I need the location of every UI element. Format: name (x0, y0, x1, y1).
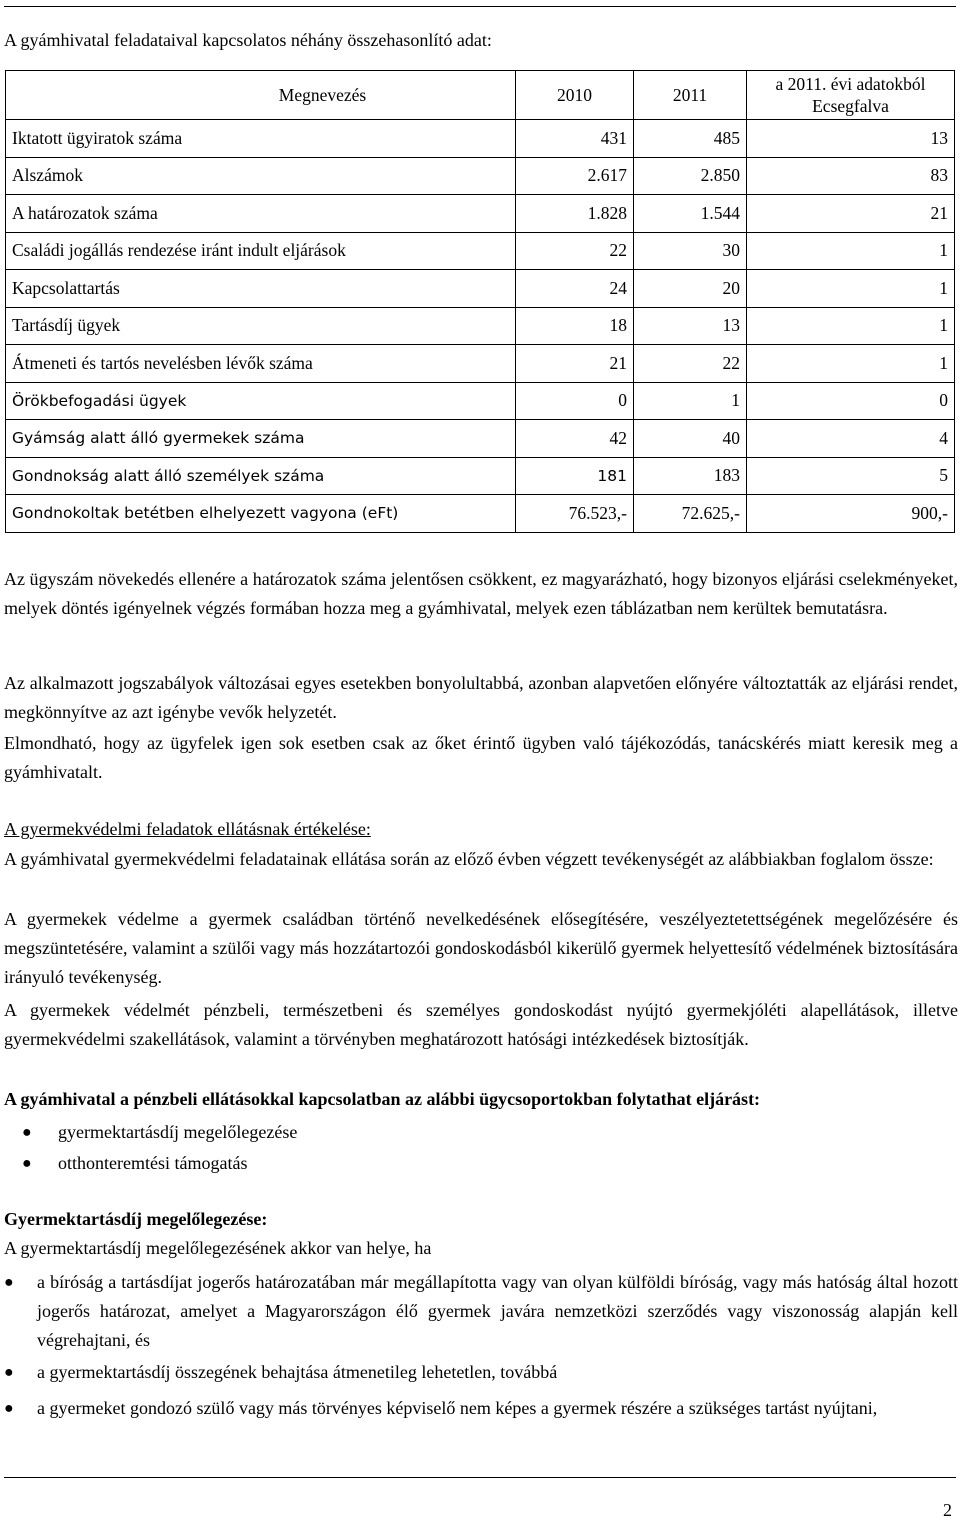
header-name: Megnevezés (6, 71, 516, 120)
row-2011: 20 (634, 270, 747, 308)
table-row (6, 232, 955, 270)
list-item (4, 1149, 958, 1178)
bullet-icon: ● (4, 1364, 14, 1381)
row-name: Családi jogállás rendezése iránt indult eljárások (6, 232, 516, 270)
row-2010: 42 (516, 420, 634, 458)
row-name: Gondnokság alatt álló személyek száma (6, 457, 516, 495)
row-2010: 181 (516, 457, 634, 495)
row-2011: 183 (634, 457, 747, 495)
list-item-text: a gyermeket gondozó szülő vagy más törvényes képviselő nem képes a gyermek részére a szükséges tartást nyújtani, (37, 1398, 878, 1418)
row-name: Örökbefogadási ügyek (6, 382, 516, 420)
row-name: Gyámság alatt álló gyermekek száma (6, 420, 516, 458)
row-2011: 40 (634, 420, 747, 458)
list-item-text: otthonteremtési támogatás (58, 1153, 248, 1173)
row-name: A határozatok száma (6, 195, 516, 233)
row-name: Gondnokoltak betétben elhelyezett vagyona (eFt) (6, 495, 516, 533)
bullet-icon: ● (22, 1155, 32, 1172)
list-item-text: a gyermektartásdíj összegének behajtása átmenetileg lehetetlen, továbbá (37, 1362, 558, 1382)
page-number: 2 (943, 1500, 952, 1520)
row-ecseg: 1 (747, 232, 955, 270)
row-name: Iktatott ügyiratok száma (6, 120, 516, 158)
table-row (6, 157, 955, 195)
table-row (6, 270, 955, 308)
row-2011: 22 (634, 345, 747, 383)
paragraph-akkor-van-helye: A gyermektartásdíj megelőlegezésének akkor van helye, ha (4, 1238, 432, 1258)
row-2010: 22 (516, 232, 634, 270)
row-ecseg: 13 (747, 120, 955, 158)
bullet-icon: ● (4, 1274, 14, 1291)
bold-line-penzbeli: A gyámhivatal a pénzbeli ellátásokkal kapcsolatban az alábbi ügycsoportokban folytathat eljárást: (4, 1089, 761, 1109)
row-name: Tartásdíj ügyek (6, 307, 516, 345)
table-row (6, 420, 955, 458)
row-2010: 76.523,- (516, 495, 634, 533)
paragraph-ugyfelek: Elmondható, hogy az ügyfelek igen sok esetben csak az őket érintő ügyben való tájékozódás, tanácskérés miatt keresik meg a gyámhivatalt. (4, 733, 958, 782)
paragraph-alapellatasok: A gyermekek védelmét pénzbeli, természetbeni és személyes gondoskodást nyújtó gyermekjóléti alapellátások, illetve gyermekvédelmi szakellátások, valamint a törvényben meghatározott hatósági intézkedések biztosítják. (4, 1000, 958, 1049)
table-row (6, 345, 955, 383)
list-item-text: gyermektartásdíj megelőlegezése (58, 1122, 298, 1142)
row-2011: 1 (634, 382, 747, 420)
intro-text: A gyámhivatal feladataival kapcsolatos néhány összehasonlító adat: (4, 30, 492, 50)
list-item (4, 1358, 958, 1387)
list-item (4, 1268, 958, 1355)
list-item (4, 1394, 958, 1423)
row-ecseg: 1 (747, 345, 955, 383)
row-2011: 30 (634, 232, 747, 270)
row-ecseg: 4 (747, 420, 955, 458)
header-ecseg-line1: a 2011. évi adatokból (775, 74, 926, 94)
header-ecseg-line2: Ecsegfalva (812, 96, 889, 116)
row-name: Alszámok (6, 157, 516, 195)
row-name: Átmeneti és tartós nevelésben lévők száma (6, 345, 516, 383)
paragraph-osszefoglalo: A gyámhivatal gyermekvédelmi feladatainak ellátása során az előző évben végzett tevékenységét az alábbiakban foglalom össze: (4, 849, 934, 869)
row-ecseg: 21 (747, 195, 955, 233)
header-ecsegfalva (747, 71, 955, 120)
table-row (6, 382, 955, 420)
bullet-icon: ● (4, 1400, 14, 1417)
row-2011: 13 (634, 307, 747, 345)
feltetelek-list (4, 1268, 958, 1423)
row-2010: 24 (516, 270, 634, 308)
row-2011: 72.625,- (634, 495, 747, 533)
section-heading-gyermekvedelmi: A gyermekvédelmi feladatok ellátásnak értékelése: (4, 819, 371, 839)
row-ecseg: 83 (747, 157, 955, 195)
table-row (6, 195, 955, 233)
table-row (6, 307, 955, 345)
bullet-icon: ● (22, 1124, 32, 1141)
row-2010: 2.617 (516, 157, 634, 195)
statistics-table (5, 70, 955, 533)
table-row (6, 457, 955, 495)
row-2010: 1.828 (516, 195, 634, 233)
table-row (6, 495, 955, 533)
list-item-text: a bíróság a tartásdíjat jogerős határozatában már megállapította vagy van olyan külföldi bíróság, vagy más hatóság által hozott jogerős határozat, amelyet a Magyarországon élő gyermek javára nemzetközi szerződés vagy viszonosság alapján kell végrehajtani, és (37, 1272, 958, 1350)
row-ecseg: 1 (747, 307, 955, 345)
row-ecseg: 900,- (747, 495, 955, 533)
row-2010: 21 (516, 345, 634, 383)
row-2010: 431 (516, 120, 634, 158)
row-2010: 18 (516, 307, 634, 345)
paragraph-gyermekek-vedelme: A gyermekek védelme a gyermek családban történő nevelkedésének elősegítésére, veszélyeztetettségének megelőzésére és megszüntetésére, valamint a szülői vagy más hozzátartozói gondoskodásból kikerülő gyermek helyettesítő védelmének biztosítására irányuló tevékenység. (4, 909, 958, 987)
top-rule (4, 6, 956, 7)
section-heading-gyermektartasdij: Gyermektartásdíj megelőlegezése: (4, 1209, 268, 1229)
list-item (4, 1118, 958, 1149)
table-row (6, 120, 955, 158)
row-2011: 1.544 (634, 195, 747, 233)
row-ecseg: 5 (747, 457, 955, 495)
penzbeli-list (4, 1118, 958, 1178)
row-name: Kapcsolattartás (6, 270, 516, 308)
row-ecseg: 1 (747, 270, 955, 308)
footer-rule (4, 1477, 956, 1478)
paragraph-jogszabalyok: Az alkalmazott jogszabályok változásai egyes esetekben bonyolultabbá, azonban alapvetően előnyére változtatták az eljárási rendet, megkönnyítve az azt igénybe vevők helyzetét. (4, 673, 958, 722)
table-header-row (6, 71, 955, 120)
row-ecseg: 0 (747, 382, 955, 420)
paragraph-ugyszam: Az ügyszám növekedés ellenére a határozatok száma jelentősen csökkent, ez magyarázható, hogy bizonyos eljárási cselekményeket, melyek döntés igényelnek végzés formában hozza meg a gyámhivatal, melyek ezen táblázatban nem kerültek bemutatásra. (4, 569, 958, 618)
row-2010: 0 (516, 382, 634, 420)
header-2011: 2011 (634, 71, 747, 120)
row-2011: 2.850 (634, 157, 747, 195)
header-2010: 2010 (516, 71, 634, 120)
row-2011: 485 (634, 120, 747, 158)
